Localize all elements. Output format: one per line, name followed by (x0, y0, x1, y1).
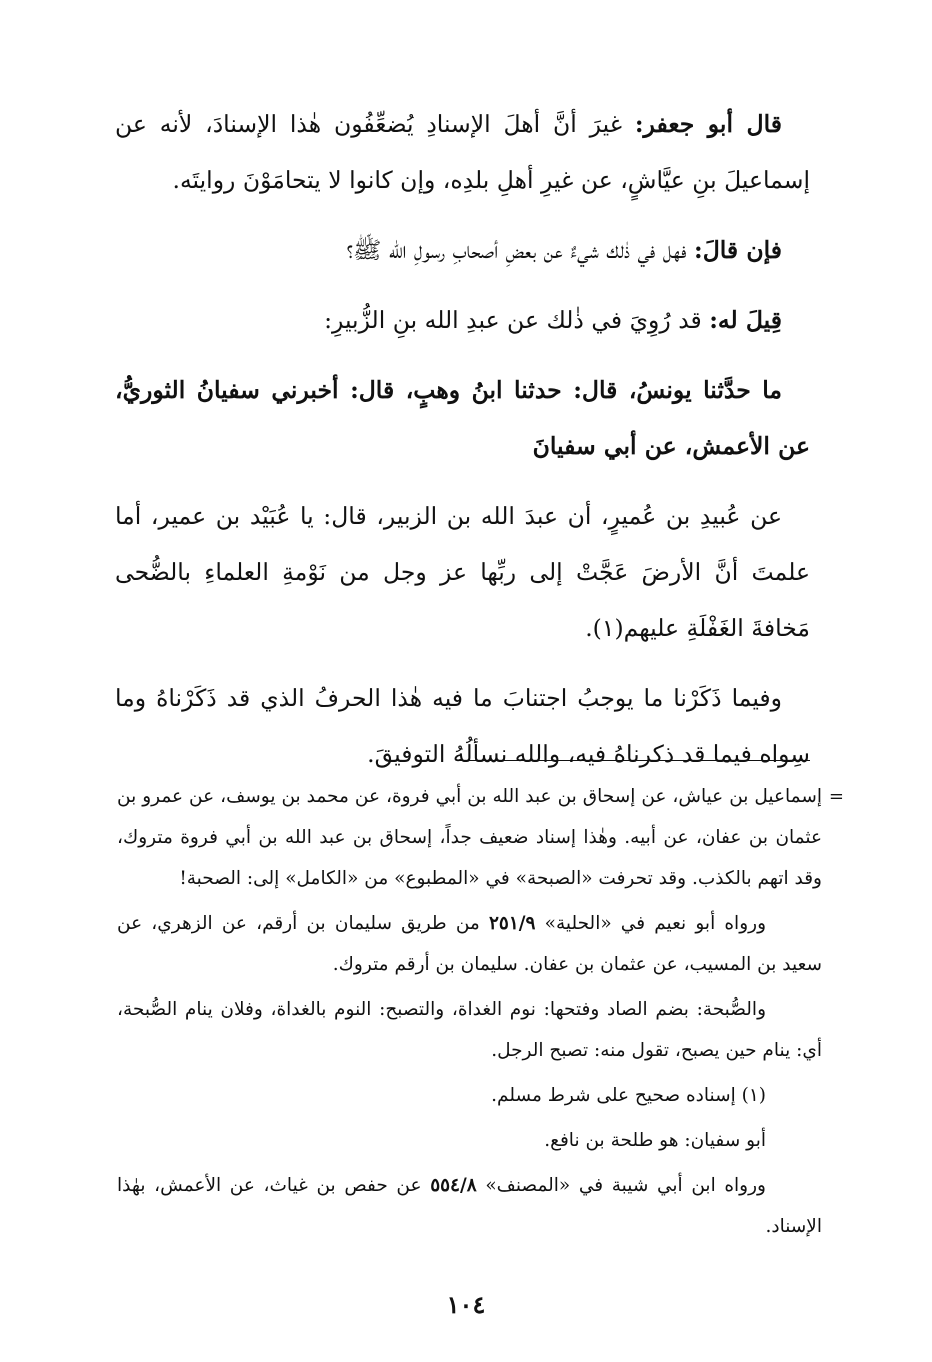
paragraph-isnad: ما حدَّثنا يونسُ، قال: حدثنا ابنُ وهبٍ، قال: أخبرني سفيانُ الثوريُّ، عن الأعمش، عن أبي سفيانَ (115, 376, 810, 460)
footnote-abu-sufyan: أبو سفيان: هو طلحة بن نافع. (544, 1130, 766, 1151)
continuation-mark: = (828, 786, 844, 807)
footnote-text: من طريق سليمان بن أرقم، عن الزهري، عن سعيد بن المسيب، عن عثمان بن عفان. سليمان بن أرقم متروك. (117, 913, 822, 975)
paragraph-conclusion: وفيما ذَكَرْنا ما يوجبُ اجتنابَ ما فيه هٰذا الحرفُ الذي قد ذَكَرْناهُ وما سِواه فيما قد ذكرناهُ فيه، والله نسألُهُ التوفيقَ. (115, 684, 810, 768)
page-number: ١٠٤ (446, 1290, 486, 1319)
reference-number: ٢٥١/٩ (488, 913, 536, 934)
paragraph-question (115, 222, 810, 278)
main-text (115, 96, 810, 782)
footnotes (117, 776, 844, 1251)
paragraph-text: قد رُوِيَ في ذٰلك عن عبدِ الله بنِ الزُّبيرِ: (324, 306, 702, 334)
footnote-1: (١) إسناده صحيح على شرط مسلم. (491, 1085, 766, 1106)
paragraph-abu-jafar (115, 96, 810, 208)
footnote-text: ورواه أبو نعيم في «الحلية» (544, 913, 766, 934)
footnote-text: ورواه ابن أبي شيبة في «المصنف» (485, 1175, 766, 1196)
paragraph-answer (115, 292, 810, 348)
paragraph-hadith: عن عُبيدِ بن عُميرٍ، أن عبدَ الله بن الزبير، قال: يا عُبَيْد بن عمير، أما علمتَ أنَّ الأرضَ عَجَّتْ إلى ربِّها عز وجل من نَوْمةِ العلماءِ بالضُّحى مَخافةَ الغَفْلَةِ عليهم(١). (115, 502, 810, 642)
footnote-musannaf (117, 1165, 822, 1247)
footnote-hilya (117, 903, 822, 985)
footnote-definition: والصُّبحة: بضم الصاد وفتحها: نوم الغداة، والتصبح: النوم بالغداة، وفلان ينام الصُّبحة، أي: ينام حين يصبح، تقول منه: تصبح الرجل. (117, 999, 822, 1061)
paragraph-text: غيرَ أنَّ أهلَ الإسنادِ يُضعِّفُون هٰذا الإسنادَ، لأنه عن إسماعيلَ بنِ عيَّاشٍ، عن غيرِ أهلِ بلدِه، وإن كانوا لا يتحامَوْنَ روايتَه. (115, 110, 810, 194)
paragraph-text: فهل في ذٰلك شيءٌ عن بعضِ أصحابِ رسولِ الله ﷺ؟ (346, 236, 687, 264)
footnote-divider (460, 760, 810, 761)
speaker-label: قال أبو جعفر: (634, 110, 782, 138)
footnote-text: عن حفص بن غياث، عن الأعمش، بهٰذا الإسناد. (117, 1175, 822, 1237)
speaker-label: قِيلَ له: (709, 306, 782, 334)
footnote-text: إسماعيل بن عياش، عن إسحاق بن عبد الله بن أبي فروة، عن محمد بن يوسف، عن عمرو بن عثمان بن عفان، عن أبيه. وهٰذا إسناد ضعيف جداً، إسحاق بن عبد الله بن أبي فروة متروك، وقد اتهم بالكذب. وقد تحرفت «الصبحة» في «المطبوع» من «الكامل» إلى: الصحبة! (117, 786, 822, 889)
reference-number: ٥٥٤/٨ (430, 1175, 477, 1196)
speaker-label: فإن قالَ: (694, 236, 782, 264)
footnote-continuation (117, 776, 844, 899)
